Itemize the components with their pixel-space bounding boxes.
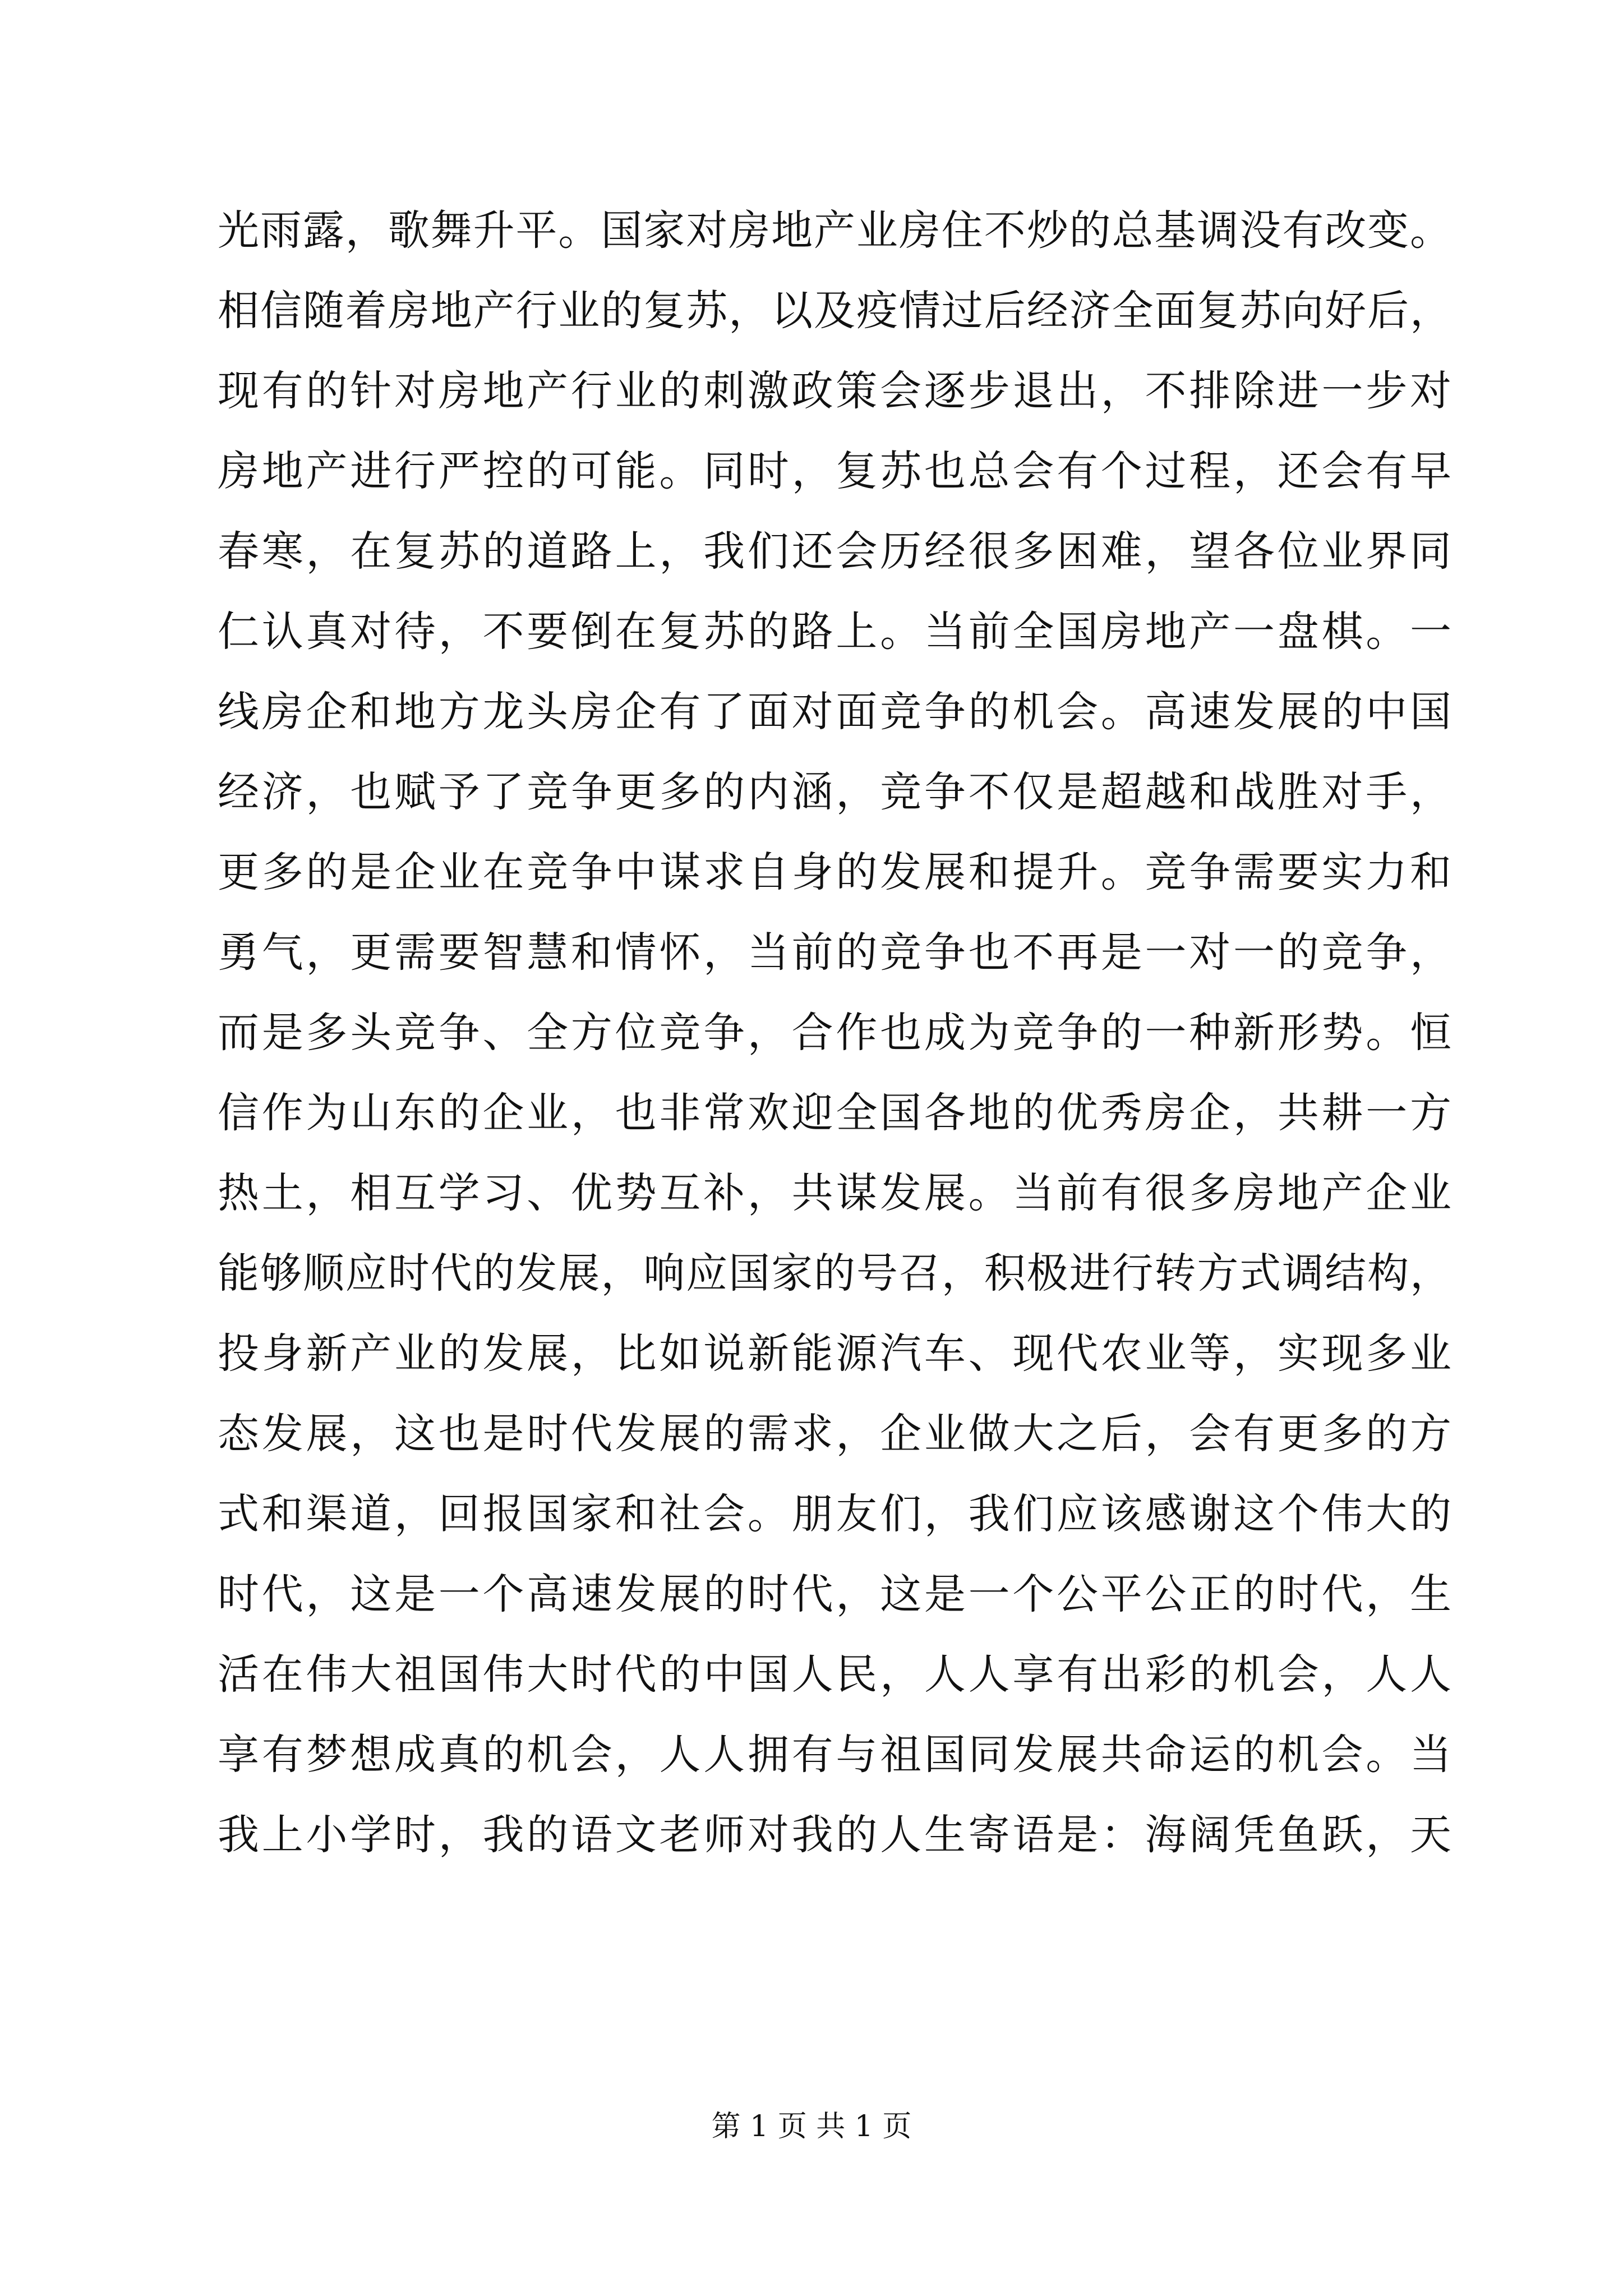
body-text [218, 191, 1451, 1875]
text-line: 信作为山东的企业，也非常欢迎全国各地的优秀房企，共耕一方 [218, 1089, 1451, 1137]
text-line: 活在伟大祖国伟大时代的中国人民，人人享有出彩的机会，人人 [218, 1650, 1451, 1699]
text-line: 热土，相互学习、优势互补，共谋发展。当前有很多房地产企业 [218, 1169, 1451, 1217]
text-line: 相信随着房地产行业的复苏，以及疫情过后经济全面复苏向好后， [218, 287, 1451, 335]
text-line: 时代，这是一个高速发展的时代，这是一个公平公正的时代，生 [218, 1570, 1451, 1618]
text-line: 更多的是企业在竞争中谋求自身的发展和提升。竞争需要实力和 [218, 848, 1451, 896]
text-line: 投身新产业的发展，比如说新能源汽车、现代农业等，实现多业 [218, 1329, 1451, 1378]
text-line: 房地产进行严控的可能。同时，复苏也总会有个过程，还会有早 [218, 447, 1451, 495]
text-line: 享有梦想成真的机会，人人拥有与祖国同发展共命运的机会。当 [218, 1731, 1451, 1779]
page-number-label: 第 1 页 共 1 页 [711, 2110, 912, 2143]
text-line: 线房企和地方龙头房企有了面对面竞争的机会。高速发展的中国 [218, 688, 1451, 736]
text-line: 而是多头竞争、全方位竞争，合作也成为竞争的一种新形势。恒 [218, 1009, 1451, 1057]
text-line: 我上小学时，我的语文老师对我的人生寄语是：海阔凭鱼跃，天 [218, 1811, 1451, 1859]
text-line: 仁认真对待，不要倒在复苏的路上。当前全国房地产一盘棋。一 [218, 608, 1451, 656]
text-line: 式和渠道，回报国家和社会。朋友们，我们应该感谢这个伟大的 [218, 1490, 1451, 1538]
text-line: 能够顺应时代的发展，响应国家的号召，积极进行转方式调结构， [218, 1249, 1451, 1297]
page-footer [0, 2102, 1623, 2145]
text-line: 现有的针对房地产行业的刺激政策会逐步退出，不排除进一步对 [218, 367, 1451, 415]
text-line: 勇气，更需要智慧和情怀，当前的竞争也不再是一对一的竞争， [218, 928, 1451, 977]
text-line: 光雨露，歌舞升平。国家对房地产业房住不炒的总基调没有改变。 [218, 206, 1451, 255]
text-line: 态发展，这也是时代发展的需求，企业做大之后，会有更多的方 [218, 1410, 1451, 1458]
text-line: 经济，也赋予了竞争更多的内涵，竞争不仅是超越和战胜对手， [218, 768, 1451, 816]
text-line: 春寒，在复苏的道路上，我们还会历经很多困难，望各位业界同 [218, 527, 1451, 576]
